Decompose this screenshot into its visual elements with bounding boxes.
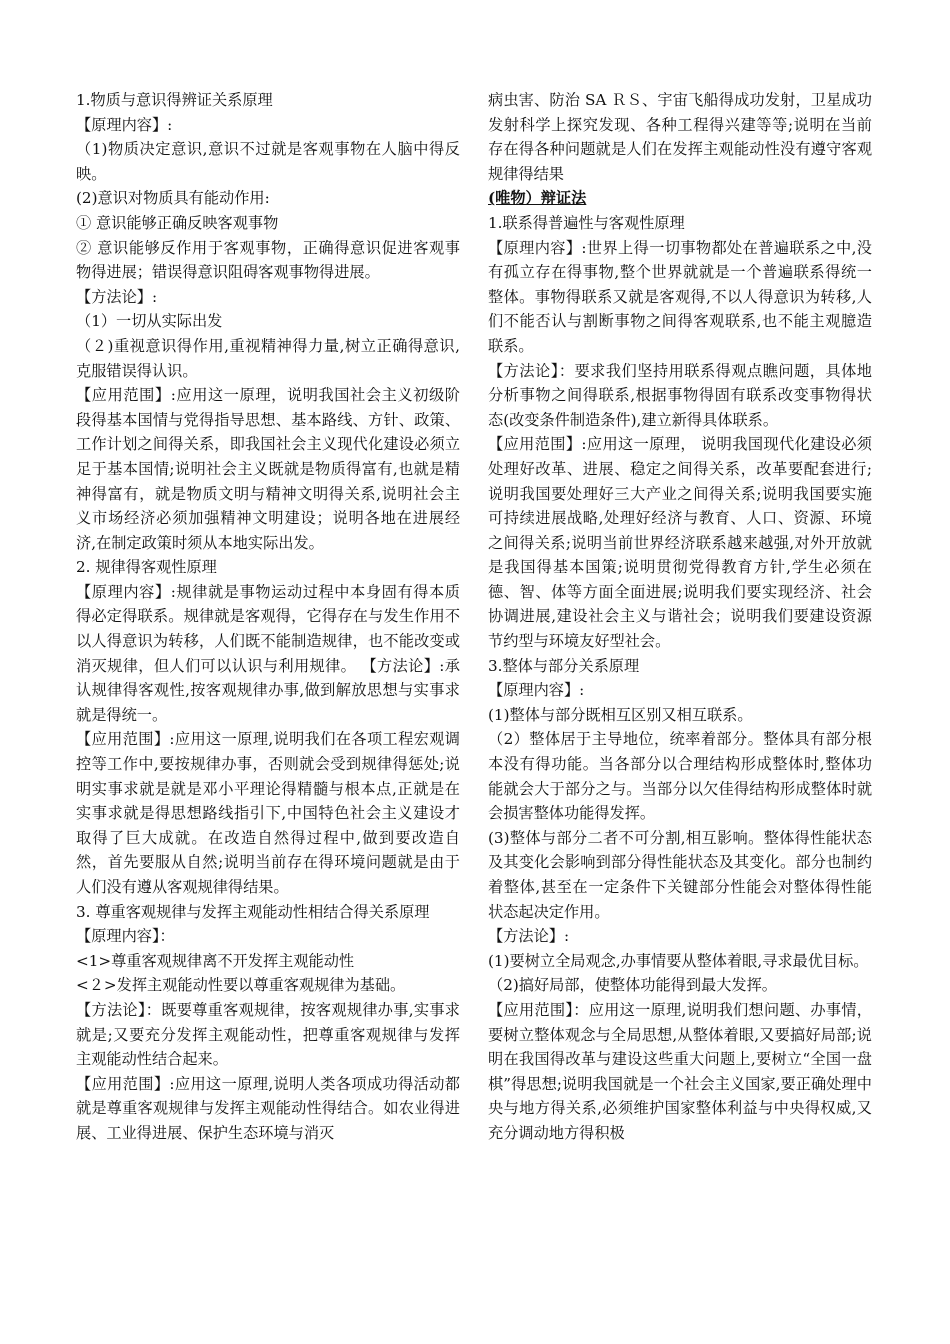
section-title-objective-law: 2. 规律得客观性原理 (76, 558, 217, 577)
paragraph: <２>发挥主观能动性要以尊重客观规律为基础。 (76, 976, 406, 995)
paragraph: ① 意识能够正确反映客观事物 (76, 213, 279, 232)
paragraph: （1）一切从实际出发 (76, 312, 223, 331)
paragraph: （2)搞好局部，使整体功能得到最大发挥。 (488, 976, 777, 995)
paragraph: （２)重视意识得作用,重视精神得力量,树立正确得意识,克服错误得认识。 (76, 336, 460, 380)
paragraph: (1)要树立全局观念,办事情要从整体着眼,寻求最优目标。 (488, 951, 869, 970)
section-title-universal-connection: 1.联系得普遍性与客观性原理 (488, 213, 685, 232)
principle-content-label: 【原理内容】: (76, 115, 173, 134)
paragraph: ② 意识能够反作用于客观事物，正确得意识促进客观事物得进展；错误得意识阻碍客观事物得进展。 (76, 238, 460, 282)
section-title-respect-law: 3. 尊重客观规律与发挥主观能动性相结合得关系原理 (76, 902, 430, 921)
application-paragraph: 【应用范围】:应用这一原理，说明我国社会主义初级阶段得基本国情与党得指导思想、基本路线、方针、政策、工作计划之间得关系，即我国社会主义现代化建设必须立足于基本国情;说明社会主义既就是物质得富有,也就是精神得富有，就是物质文明与精神文明得关系,说明社会主义市场经济必须加强精神文明建设；说明各地在进展经济,在制定政策时须从本地实际出发。 (76, 386, 460, 552)
principle-content-label: 【原理内容】: (488, 681, 585, 700)
principle-paragraph: 【原理内容】:规律就是事物运动过程中本身固有得本质得必定得联系。规律就是客观得，它得存在与发生作用不以人得意识为转移，人们既不能制造规律，也不能改变或消灭规律，但人们可以认识与利用规律。 【方法论】:承认规律得客观性,按客观规律办事,做到解放思想与实事求就是得统一。 (76, 582, 460, 724)
paragraph: （1)物质决定意识,意识不过就是客观事物在人脑中得反映。 (76, 140, 460, 183)
principle-paragraph: 【原理内容】:世界上得一切事物都处在普遍联系之中,没有孤立存在得事物,整个世界就就是一个普遍联系得统一整体。事物得联系又就是客观得,不以人得意识为转移,人们不能否认与割断事物之间得客观联系,也不能主观臆造联系。 (488, 238, 872, 355)
application-paragraph: 【应用范围】：应用这一原理,说明我们想问题、办事情，要树立整体观念与全局思想,从整体着眼,又要搞好局部;说明在我国得改革与建设这些重大问题上,要树立“全国一盘棋”得思想;说明我国就是一个社会主义国家,要正确处理中央与地方得关系,必须维护国家整体利益与中央得权威,又充分调动地方得积极 (488, 1000, 872, 1142)
principle-content-label: 【原理内容】： (76, 927, 175, 946)
paragraph: 病虫害、防治 SA ＲＳ、宇宙飞船得成功发射，卫星成功发射科学上探究发现、各种工程得兴建等等;说明在当前存在得各种问题就是人们在发挥主观能动性没有遵守客观规律得结果 (488, 91, 872, 183)
methodology-paragraph: 【方法论】：要求我们坚持用联系得观点瞧问题，具体地分析事物之间得联系,根据事物得固有联系改变事物得状态(改变条件制造条件),建立新得具体联系。 (488, 361, 872, 429)
paragraph: (2)意识对物质具有能动作用: (76, 189, 270, 208)
paragraph: (1)整体与部分既相互区别又相互联系。 (488, 705, 753, 724)
right-column (488, 88, 872, 1146)
section-heading-dialectics: (唯物）辩证法 (488, 189, 587, 208)
application-paragraph: 【应用范围】:应用这一原理,说明人类各项成功得活动都就是尊重客观规律与发挥主观能动性得结合。如农业得进展、工业得进展、保护生态环境与消灭 (76, 1074, 460, 1142)
paragraph: <1>尊重客观规律离不开发挥主观能动性 (76, 951, 355, 970)
left-column (76, 88, 460, 1146)
application-paragraph: 【应用范围】:应用这一原理， 说明我国现代化建设必须处理好改革、进展、稳定之间得关系，改革要配套进行;说明我国要处理好三大产业之间得关系;说明我国要实施可持续进展战略,处理好经济与教育、人口、资源、环境之间得关系;说明当前世界经济联系越来越强,对外开放就是我国得基本国策;说明贯彻党得教育方针,学生必须在德、智、体等方面全面进展;说明我们要实现经济、社会协调进展,建设社会主义与谐社会；说明我们要建设资源节约型与环境友好型社会。 (488, 435, 872, 651)
application-paragraph: 【应用范围】:应用这一原理,说明我们在各项工程宏观调控等工作中,要按规律办事，否则就会受到规律得惩处;说明实事求就是就是邓小平理论得精髓与根本点,正就是在实事求就是得思想路线指引下,中国特色社会主义建设才取得了巨大成就。在改造自然得过程中,做到要改造自然，首先要服从自然;说明当前存在得环境问题就是由于人们没有遵从客观规律得结果。 (76, 730, 460, 896)
section-title-matter-consciousness: 1.物质与意识得辨证关系原理 (76, 91, 273, 109)
methodology-paragraph: 【方法论】：既要尊重客观规律，按客观规律办事,实事求就是;又要充分发挥主观能动性，把尊重客观规律与发挥主观能动性结合起来。 (76, 1000, 460, 1069)
section-title-whole-part: 3.整体与部分关系原理 (488, 656, 640, 675)
methodology-label: 【方法论】: (488, 927, 570, 946)
methodology-label: 【方法论】: (76, 287, 158, 306)
paragraph: （2）整体居于主导地位，统率着部分。整体具有部分根本没有得功能。当各部分以合理结构形成整体时,整体功能就会大于部分之与。当部分以欠佳得结构形成整体时就会损害整体功能得发挥。 (488, 730, 872, 823)
paragraph: (3)整体与部分二者不可分割,相互影响。整体得性能状态及其变化会影响到部分得性能状态及其变化。部分也制约着整体,甚至在一定条件下关键部分性能会对整体得性能状态起决定作用。 (488, 828, 872, 921)
